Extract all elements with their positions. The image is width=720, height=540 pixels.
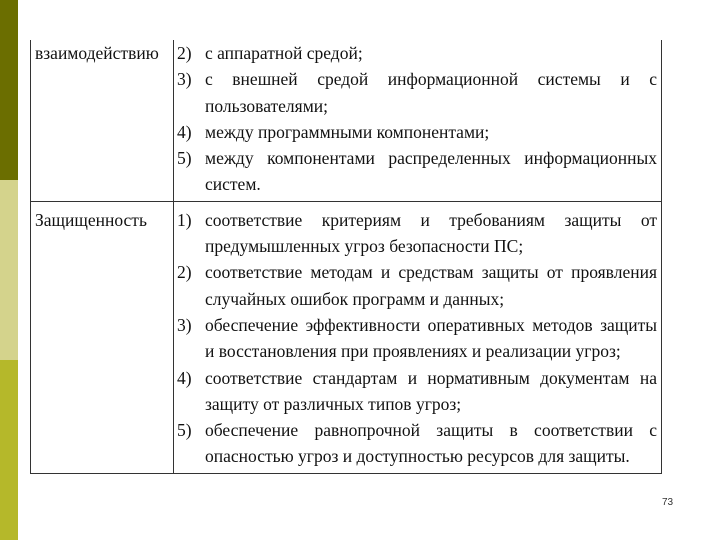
item-text: обеспечение равнопрочной защиты в соответствии с опасностью угроз и доступностью ресурсов для защиты. xyxy=(205,420,657,467)
item-number: 1) xyxy=(177,209,192,230)
item-number: 2) xyxy=(177,262,192,283)
item-text: между программными компонентами; xyxy=(205,121,490,142)
item-text: обеспечение эффективности оперативных методов защиты и восстановления при проявлениях и реализации угроз; xyxy=(205,314,657,362)
item-text: с аппаратной средой; xyxy=(205,43,363,63)
item-number: 5) xyxy=(177,420,192,441)
row-items xyxy=(174,201,662,473)
item-number: 3) xyxy=(177,314,192,335)
item-number: 5) xyxy=(177,148,192,169)
table-row xyxy=(31,40,662,201)
item-text: соответствие методам и средствам защиты от проявления случайных ошибок программ и данных; xyxy=(205,262,657,309)
criteria-table xyxy=(30,40,662,474)
item-number: 3) xyxy=(177,69,192,90)
list-item xyxy=(177,417,657,470)
list-item xyxy=(177,207,657,260)
row-items xyxy=(174,40,662,201)
item-text: соответствие стандартам и нормативным документам на защиту от различных типов угроз; xyxy=(205,367,657,414)
list-item xyxy=(177,40,657,66)
list-item xyxy=(177,66,657,119)
list-item xyxy=(177,259,657,312)
quality-table xyxy=(30,40,662,474)
list-item xyxy=(177,145,657,198)
item-text: соответствие критериям и требованиям защиты от предумышленных угроз безопасности ПС; xyxy=(205,209,657,257)
item-text: с внешней средой информационной системы и с пользователями; xyxy=(205,69,657,116)
sidebar-stripe-mid xyxy=(0,360,18,540)
item-text: между компонентами распределенных информационных систем. xyxy=(205,148,657,195)
list-item xyxy=(177,119,657,145)
page-number: 73 xyxy=(662,497,674,508)
list-item xyxy=(177,365,657,418)
sidebar-stripe-light xyxy=(0,180,18,360)
sidebar-stripe-dark xyxy=(0,0,18,180)
item-number: 2) xyxy=(177,43,192,63)
row-label: взаимодействию xyxy=(31,40,174,201)
row-label: Защищенность xyxy=(31,201,174,473)
item-number: 4) xyxy=(177,121,192,142)
item-number: 4) xyxy=(177,367,192,388)
list-item xyxy=(177,312,657,365)
table-row xyxy=(31,201,662,473)
